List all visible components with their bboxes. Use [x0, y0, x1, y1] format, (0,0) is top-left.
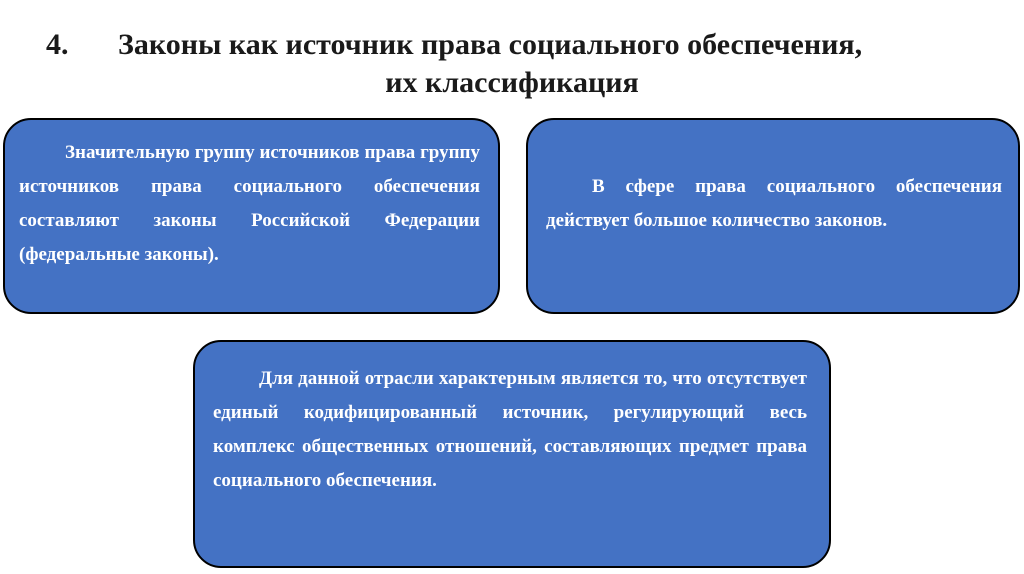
right-info-text: В сфере права социального обеспечения действует большое количество законов. [546, 176, 1002, 231]
slide-title-line-1 [0, 26, 1024, 64]
slide-title-number: 4. [46, 28, 69, 61]
bottom-info-box [193, 340, 831, 568]
bottom-info-text: Для данной отрасли характерным является то, что отсутствует единый кодифицированный источник, регулирующий весь комплекс общественных отношений, составляющих предмет права социального обеспечения. [213, 368, 807, 491]
slide-title [0, 26, 1024, 102]
slide-title-text: Законы как источник права социального обеспечения, [118, 28, 863, 61]
left-info-box [3, 118, 500, 314]
right-info-box [526, 118, 1020, 314]
left-info-text: Значительную группу источников права группу источников права социального обеспечения составляют законы Российской Федерации (федеральные законы). [19, 142, 480, 265]
slide-title-line-2: их классификация [385, 66, 639, 99]
